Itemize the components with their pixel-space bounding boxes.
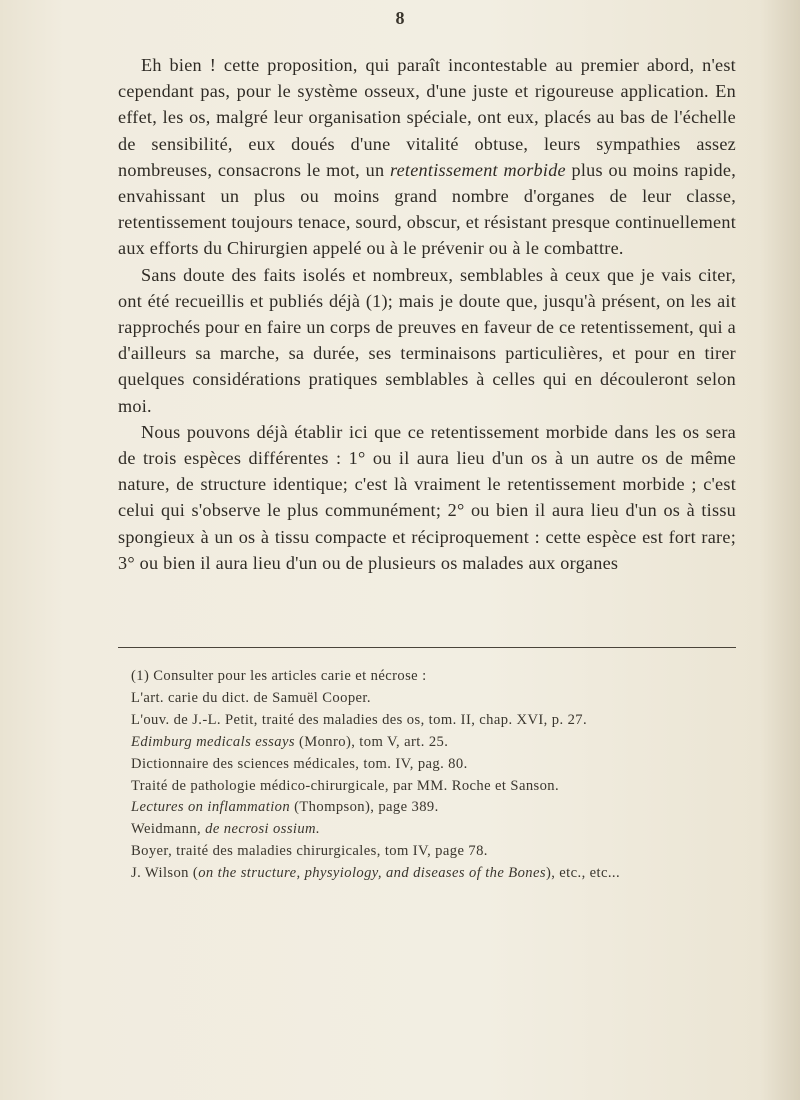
footnote-line	[131, 732, 741, 754]
footnote-title: on the structure, physyiology, and diseases of the Bones	[198, 865, 546, 882]
footnote-title: de necrosi ossium.	[205, 821, 321, 838]
footnote-line: L'art. carie du dict. de Samuël Cooper.	[131, 689, 371, 706]
footnote-title: Lectures on inflammation	[131, 799, 291, 816]
paragraph-1	[118, 52, 736, 262]
paragraph-3: Nous pouvons déjà établir ici que ce retentissement morbide dans les os sera de trois espèces différentes : 1° ou il aura lieu d'un os à un autre os de même nature, de structure identique; c'est là vraiment le retentissement morbide ; c'est celui qui s'observe le plus communément; 2° ou bien il aura lieu d'un os à tissu spongieux à un os à tissu compacte et réciproquement : cette espèce est fort rare; 3° ou bien il aura lieu d'un ou de plusieurs os malades aux organes	[118, 421, 736, 573]
footnotes	[131, 666, 741, 885]
footnote-line: Boyer, traité des maladies chirurgicales, tom IV, page 78.	[131, 843, 488, 860]
footnote-line	[131, 819, 741, 841]
page-number: 8	[395, 8, 405, 28]
footnote-line: Dictionnaire des sciences médicales, tom. IV, pag. 80.	[131, 755, 468, 772]
footnote-author: Weidmann,	[131, 821, 206, 838]
footnote-line: Traité de pathologie médico-chirurgicale, par MM. Roche et Sanson.	[131, 777, 560, 794]
footnote-line	[131, 863, 741, 885]
main-text	[118, 52, 736, 576]
footnote-detail: (Thompson), page 389.	[290, 799, 439, 816]
footnote-line: L'ouv. de J.-L. Petit, traité des maladies des os, tom. II, chap. XVI, p. 27.	[131, 711, 588, 728]
footnote-separator	[118, 647, 736, 648]
paragraph-1-text: Eh bien ! cette proposition, qui paraît incontestable au premier abord, n'est cependant pas, pour le système osseux, d'une juste et rigoureuse application. En effet, les os, malgré leur organisation spéciale, ont eux, placés au bas de l'échelle de sensibilité, eux doués d'une vitalité obtuse, leurs sympathies assez nombreuses, consacrons le mot, un	[118, 55, 736, 180]
paragraph-2: Sans doute des faits isolés et nombreux, semblables à ceux que je vais citer, ont été recueillis et publiés déjà (1); mais je doute que, jusqu'à présent, on les ait rapprochés pour en faire un corps de preuves en faveur de ce retentissement, qui a d'ailleurs sa marche, sa durée, ses terminaisons particulières, et pour en tirer quelques considérations pratiques semblables à celles qui en découleront selon moi.	[118, 264, 736, 416]
footnote-detail: ), etc., etc...	[545, 865, 621, 882]
footnote-line: (1) Consulter pour les articles carie et nécrose :	[131, 668, 427, 684]
footnote-author: J. Wilson (	[131, 865, 199, 882]
paragraph-1-emphasis: retentissement morbide	[389, 159, 566, 180]
footnote-line	[131, 797, 741, 819]
paragraph-1-text-end: plus ou moins rapide, envahissant un plus ou moins grand nombre d'organes de leur classe, retentissement toujours tenace, sourd, obscur, et résistant presque continuellement aux efforts du Chirurgien appelé ou à le prévenir ou à le combattre.	[118, 159, 736, 259]
footnote-title: Edimburg medicals essays	[131, 733, 295, 750]
footnote-detail: (Monro), tom V, art. 25.	[294, 733, 449, 750]
